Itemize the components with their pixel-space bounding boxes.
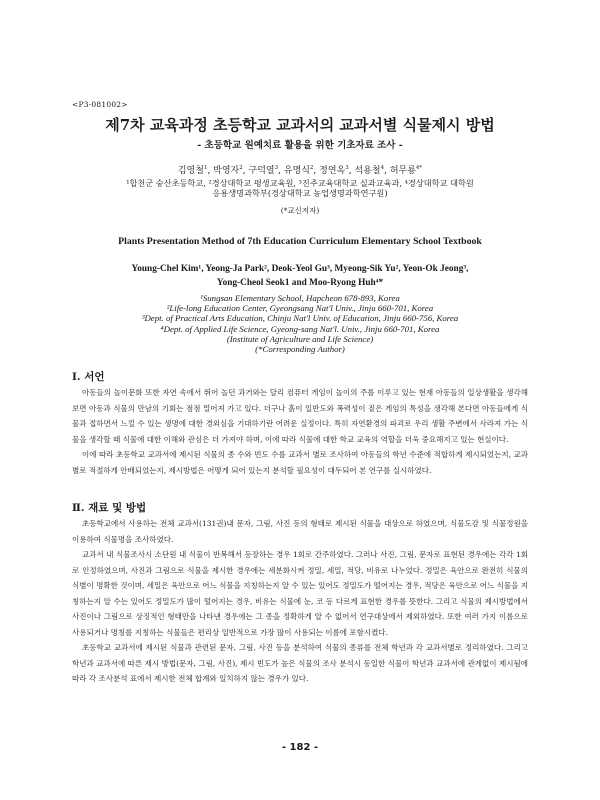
english-title: Plants Presentation Method of 7th Education Curriculum Elementary School Textbook — [118, 236, 482, 247]
paragraph: 교과서 내 식물조사시 소단원 내 식물이 반복해서 등장하는 경우 1회로 간주하였다. 그러나 사진, 그림, 문자로 표현된 경우에는 각각 1회로 인정하였으며, 사진과 그림으로 식물을 제시한 경우에는 세분화시켜 정밀, 세밀, 적당, 비유로 나누었다. 정밀은 육안으로 완전히 식물의 식별이 명확한 것이며, 세밀은 육안으로 어느 식물을 지칭하는지 알 수 있는 있어도 정밀도가 떨어지는 경우, 적당은 육안으로 어느 식물을 지칭하는지 알 수는 있어도 정밀도가 많이 떨어지는 경우, 비유는 식물에 눈, 코 등 다르게 표현한 경우를 뜻한다. 그리고 식물의 제시방법에서 사진이나 그림으로 상징적인 형태만을 나타낸 경우에는 그 종을 정확하게 알 수 없어서 연구대상에서 제외하였다. 또한 여러 가지 이름으로 사용되거나 명칭를 지칭하는 식물들은 편리상 일반적으로 가장 많이 사용되는 이름에 포함시켰다. — [72, 550, 528, 637]
english-affiliation-line: ³Dept. of Practical Arts Education, Chinju Nat'l Univ. of Education, Jinju 660-756, Korea — [141, 313, 459, 324]
english-author-line: Young-Chel Kim¹, Yeong-Ja Park², Deok-Yeol Gu³, Myeong-Sik Yu², Yeon-Ok Jeong³, — [131, 264, 469, 274]
english-affiliations — [0, 293, 600, 354]
korean-author-list: 김영철$^1$, 박영자$^2$, 구덕열$^3$, 유명식$^2$, 정연옥$^3$, 석용철$^4$, 허무룡$^{4*}$ — [177, 165, 423, 176]
english-corresponding-note: (*Corresponding Author) — [255, 344, 345, 355]
korean-author: 김영철$^1$ — [177, 165, 208, 176]
methods-body — [72, 516, 528, 687]
korean-title: 제7차 교육과정 초등학교 교과서의 교과서별 식물제시 방법 — [105, 116, 495, 134]
paragraph: 아동들의 놀이문화 또한 자연 속에서 뛰어 놀던 과거와는 달리 컴퓨터 게임이 놀이의 주를 이루고 있는 현재 아동들의 일상생활을 생각해 보면 아동과 식물의 만남의 기회는 점점 멀어져 가고 있다. 더구나 흙이 일반도와 폭력성이 짙은 게임의 특성을 생각해 본다면 아동들에게 식물과 접하면서 느낄 수 있는 생명에 대한 경외심을 기대하기란 어려운 실정이다. 특히 자연환경의 파괴로 우리 생활 주변에서 사라져 가는 식물을 생각할 때 식물에 대한 이해와 관심은 더 가져야 하며, 이에 따라 식물에 대한 학교 교육의 역할을 더욱 중요해지고 있는 현실이다. — [72, 388, 528, 444]
page-number: - 182 - — [281, 742, 319, 753]
introduction-body — [72, 385, 528, 478]
korean-author: 석용철$^4$ — [354, 165, 385, 176]
abstract-code: <P3-081002> — [72, 100, 128, 109]
korean-author: 박영자$^2$ — [213, 165, 243, 176]
english-affiliation-line: ²Life-long Education Center, Gyeongsang Nat'l Univ., Jinju 660-701, Korea — [166, 303, 434, 314]
english-author-list — [0, 262, 600, 290]
korean-affiliations — [0, 178, 600, 198]
korean-subtitle: - 초등학교 원예치료 활용을 위한 기초자료 조사 - — [197, 140, 403, 151]
paragraph: 초등학교에서 사용하는 전체 교과서(131권)내 문자, 그림, 사진 등의 형태로 제시된 식물을 대상으로 하였으며, 식물도감 및 식물정원을 이용하여 식물명을 조사하였다. — [72, 519, 528, 544]
english-author-line: Yong-Cheol Seok1 and Moo-Ryong Huh⁴* — [216, 278, 384, 288]
korean-affiliation-line: 응용생명과학부(경상대학교 농업생명과학연구원) — [212, 188, 388, 198]
korean-author: 정연옥$^3$ — [319, 165, 349, 176]
english-affiliation-line: ⁴Dept. of Applied Life Science, Gyeong-sang Nat'l. Univ., Jinju 660-701, Korea — [160, 323, 440, 334]
paragraph: 이에 따라 초등학교 교과서에 제시된 식물의 종 수와 빈도 수를 교과서 별로 조사하여 아동들의 학년 수준에 적합하게 제시되었는지, 교과별로 적절하게 안배되었는지, 제시방법은 어떻게 되어 있는지 분석할 필요성이 대두되어 본 연구를 실시하였다. — [72, 450, 528, 475]
section-heading-methods: Ⅱ. 재료 및 방법 — [72, 502, 147, 514]
korean-affiliation-line: ¹합천군 숭산초등학교, ²경상대학교 평생교육원, ³진주교육대학교 실과교육과, ⁴경상대학교 대학원 — [126, 178, 474, 188]
korean-author: 허무룡$^{4*}$ — [389, 165, 423, 176]
paragraph: 초등학교 교과서에 제시된 식물과 관련된 문자, 그림, 사진 등을 분석하여 식물의 종류를 전체 학년과 각 교과서별로 정리하였다. 그리고 학년과 교과서에 따른 제시 방법(문자, 그림, 사진), 제시 빈도가 높은 식물의 조사 분석시 동일한 식물이 학년과 교과서에 관계없이 제시됨에 따라 각 조사분석 표에서 제시한 전체 합계와 일치하지 않는 경우가 있다. — [72, 643, 528, 683]
korean-author: 구덕열$^3$ — [248, 165, 279, 176]
english-affiliation-line: (Institute of Agriculture and Life Science) — [226, 333, 374, 344]
korean-corresponding-note: (*교신저자) — [280, 206, 320, 215]
korean-author: 유명식$^2$ — [283, 165, 314, 176]
section-heading-introduction: Ⅰ. 서언 — [72, 371, 105, 383]
english-affiliation-line: ¹Sungsan Elementary School, Hapcheon 678-893, Korea — [200, 293, 400, 303]
